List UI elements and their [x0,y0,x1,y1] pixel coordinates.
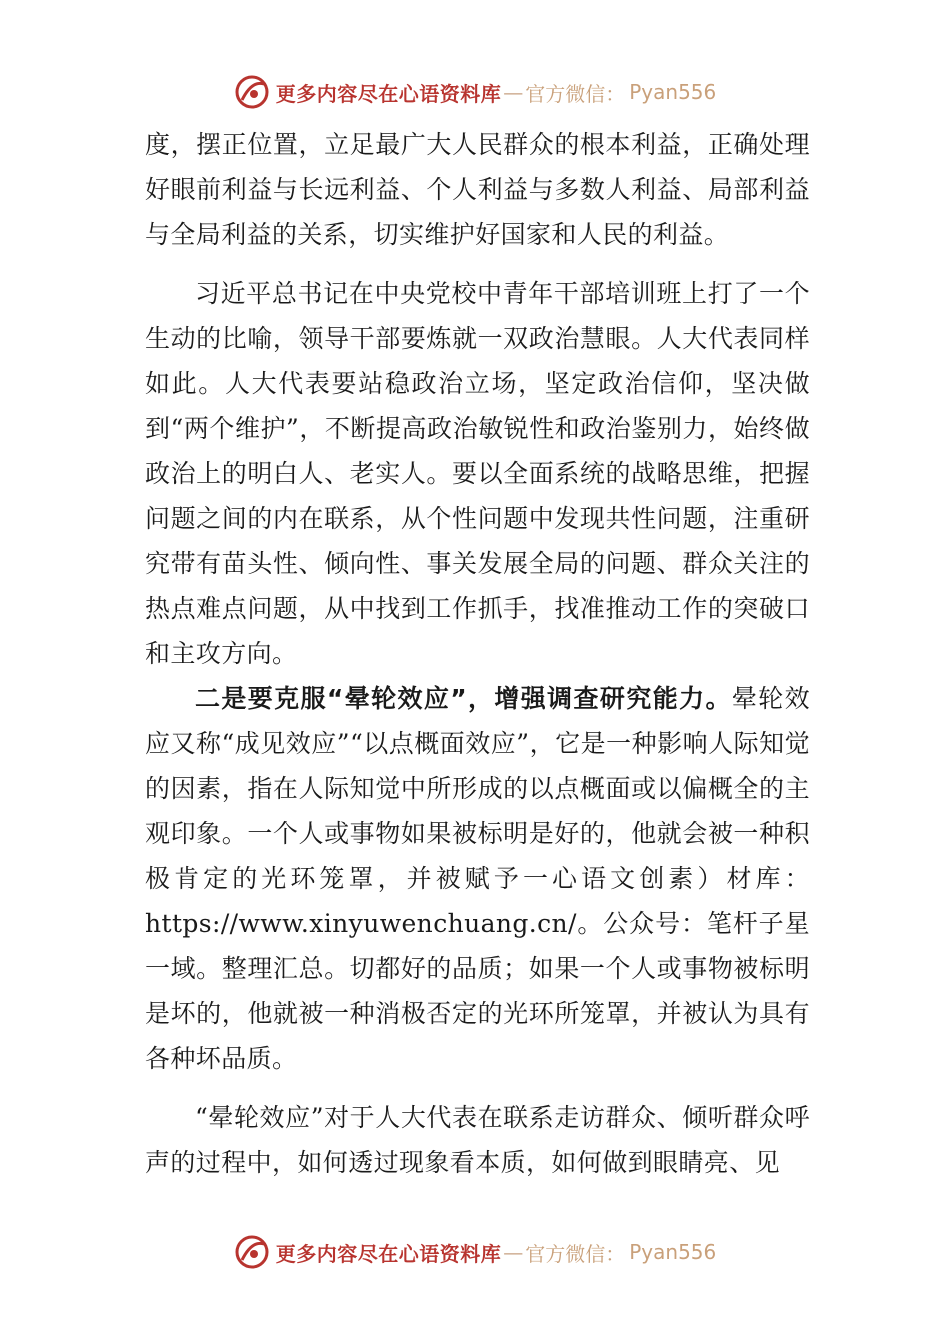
paragraph-text: 晕轮效应又称“成见效应”“以点概面效应”，它是一种影响人际知觉的因素，指在人际知觉中所形成的以点概面或以偏概全的主观印象。一个人或事物如果被标明是好的，他就会被一种积极肯定的光环笼罩，并被赋予一心语文创素）材库：https://www.xinyuwenchuang.cn/。公众号：笔杆子星一域。整理汇总。切都好的品质；如果一个人或事物被标明是坏的，他就被一种消极否定的光环所笼罩，并被认为具有各种坏品质。 [145,684,811,1073]
banner-official-label: 官方微信： [525,1241,626,1266]
banner-official-label: 官方微信： [525,81,626,106]
header-banner [0,72,950,112]
paragraph [145,676,810,1081]
banner-main-text: 更多内容尽在心语资料库 [275,1241,502,1266]
document-body [145,122,810,1185]
logo-icon [234,1234,270,1270]
banner-main-text: 更多内容尽在心语资料库 [275,81,502,106]
paragraph: 习近平总书记在中央党校中青年干部培训班上打了一个生动的比喻，领导干部要炼就一双政治慧眼。人大代表同样如此。人大代表要站稳政治立场，坚定政治信仰，坚决做到“两个维护”，不断提高政治敏锐性和政治鉴别力，始终做政治上的明白人、老实人。要以全面系统的战略思维，把握问题之间的内在联系，从个性问题中发现共性问题，注重研究带有苗头性、倾向性、事关发展全局的问题、群众关注的热点难点问题，从中找到工作抓手，找准推动工作的突破口和主攻方向。 [145,279,810,668]
logo-icon [234,74,270,110]
banner-wechat-id: Pyan556 [629,1240,717,1264]
banner-wechat-id: Pyan556 [629,80,717,104]
section-heading: 二是要克服“晕轮效应”，增强调查研究能力。 [195,684,732,713]
paragraph: “晕轮效应”对于人大代表在联系走访群众、倾听群众呼声的过程中，如何透过现象看本质，如何做到眼睛亮、见 [145,1103,810,1177]
banner-dash: — [503,1240,524,1264]
banner-dash: — [503,80,524,104]
paragraph: 度，摆正位置，立足最广大人民群众的根本利益，正确处理好眼前利益与长远利益、个人利益与多数人利益、局部利益与全局利益的关系，切实维护好国家和人民的利益。 [145,130,810,249]
footer-banner [0,1232,950,1272]
